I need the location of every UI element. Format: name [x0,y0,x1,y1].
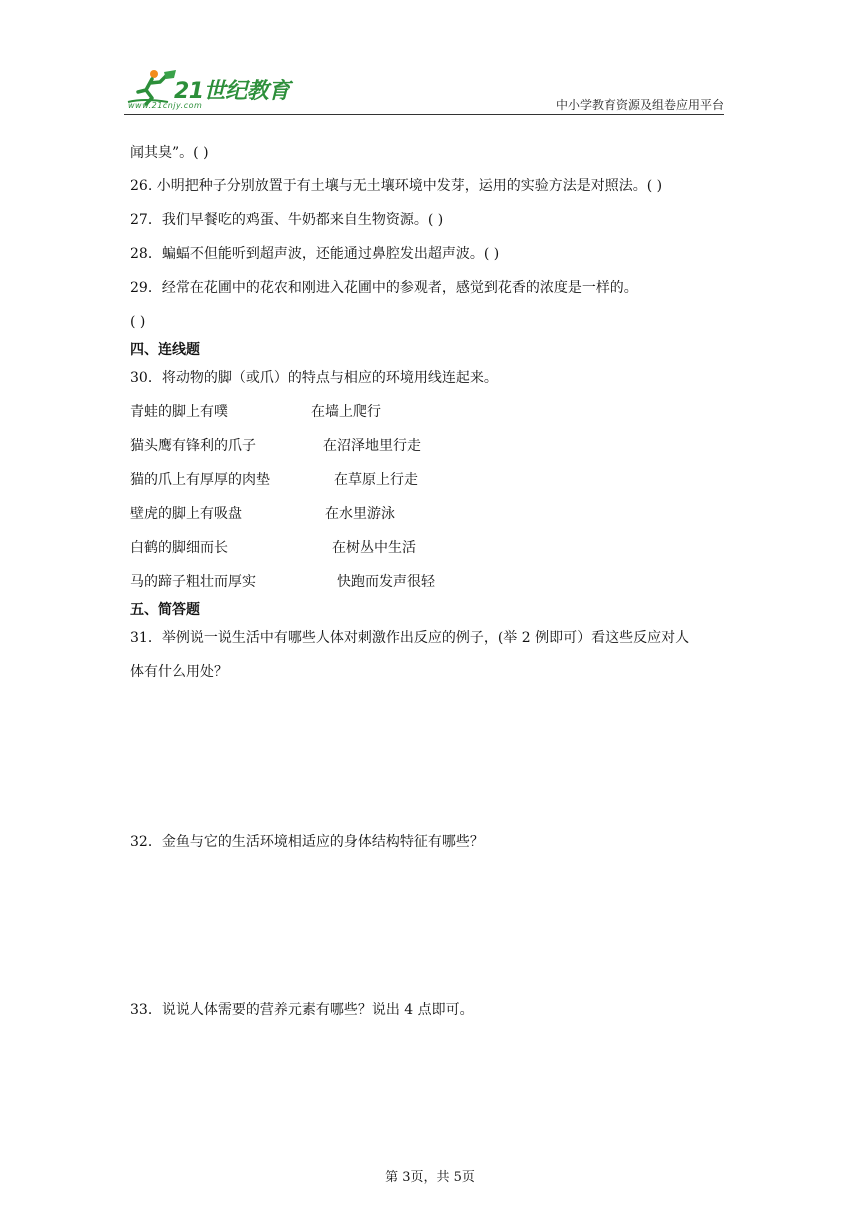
match-left-item: 青蛙的脚上有噗 [130,404,228,420]
match-left-item: 白鹤的脚细而长 [130,540,228,556]
header-divider [124,114,724,115]
match-right-item: 快跑而发声很轻 [337,574,435,590]
question-32: 32．金鱼与它的生活环境相适应的身体结构特征有哪些？ [130,834,484,850]
match-right-item: 在草原上行走 [334,472,418,488]
match-right-item: 在墙上爬行 [311,404,381,420]
question-33: 33．说说人体需要的营养元素有哪些？说出 4 点即可。 [130,1002,474,1018]
question-30: 30．将动物的脚（或爪）的特点与相应的环境用线连起来。 [130,370,498,386]
question-25-tail: 闻其臭”。( ) [130,145,209,161]
section-title-short-answer: 五、简答题 [130,602,200,618]
question-29-answer-paren: ( ) [130,314,146,330]
question-29: 29．经常在花圃中的花农和刚进入花圃中的参观者，感觉到花香的浓度是一样的。 [130,280,638,296]
match-right-item: 在水里游泳 [325,506,395,522]
question-31-line-2: 体有什么用处？ [130,664,228,680]
match-left-item: 马的蹄子粗壮而厚实 [130,574,256,590]
platform-name: 中小学教育资源及组卷应用平台 [555,98,724,112]
match-left-item: 猫头鹰有锋利的爪子 [130,438,256,454]
match-left-item: 猫的爪上有厚厚的肉垫 [130,472,270,488]
page-header [124,66,724,116]
question-26: 26. 小明把种子分别放置于有土壤与无土壤环境中发芽，运用的实验方法是对照法。( ) [130,178,663,194]
match-right-item: 在树丛中生活 [332,540,416,556]
logo [124,66,294,112]
page-number: 第 3页，共 5页 [385,1170,475,1185]
logo-url: www.21cnjy.com [128,101,203,110]
logo-text: 21世纪教育 [174,79,290,104]
match-right-item: 在沼泽地里行走 [323,438,421,454]
question-31-line-1: 31．举例说一说生活中有哪些人体对刺激作出反应的例子，(举 2 例即可）看这些反应对人 [130,630,690,646]
question-28: 28．蝙蝠不但能听到超声波，还能通过鼻腔发出超声波。( ) [130,246,500,262]
section-title-matching: 四、连线题 [130,342,200,358]
match-left-item: 壁虎的脚上有吸盘 [130,506,242,522]
question-27: 27．我们早餐吃的鸡蛋、牛奶都来自生物资源。( ) [130,212,444,228]
